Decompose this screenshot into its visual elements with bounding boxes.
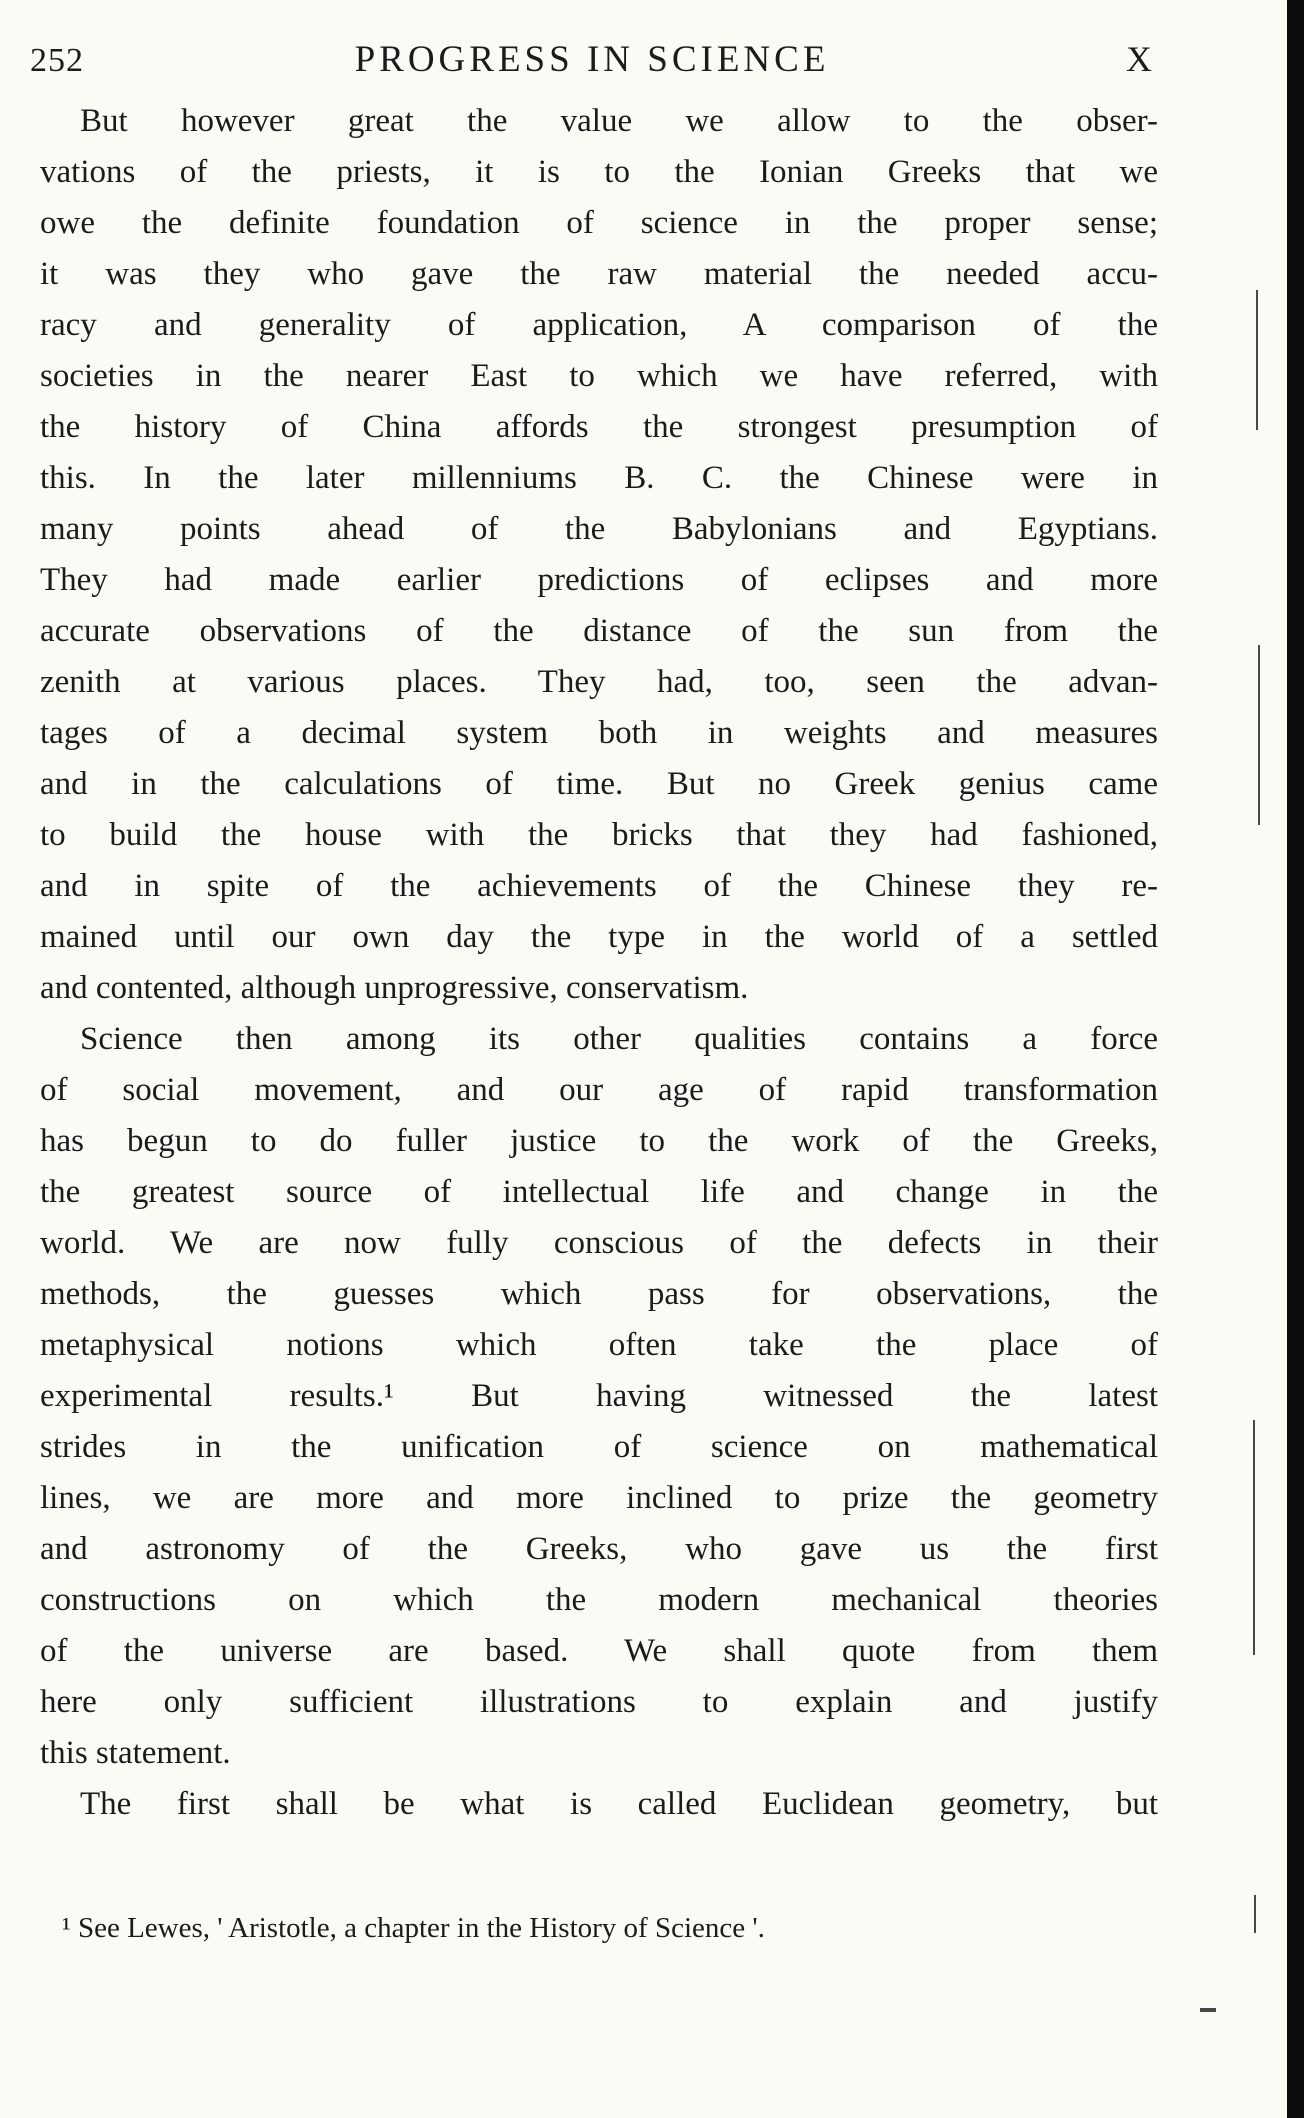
text-line: this statement. — [40, 1735, 231, 1771]
text-line: strides in the unification of science on mathematical — [40, 1429, 1158, 1465]
text-line: this. In the later millenniums B. C. the Chinese were in — [40, 460, 1158, 496]
text-line: lines, we are more and more inclined to prize the geometry — [40, 1480, 1158, 1516]
text-line: They had made earlier predictions of eclipses and more — [40, 562, 1158, 598]
scan-artifact — [1258, 645, 1260, 825]
text-line: Science then among its other qualities contains a force — [80, 1021, 1158, 1057]
text-line: experimental results.¹ But having witnessed the latest — [40, 1378, 1158, 1414]
text-line: of social movement, and our age of rapid transformation — [40, 1072, 1158, 1108]
page-number: 252 — [30, 42, 84, 79]
text-line: The first shall be what is called Euclidean geometry, but — [80, 1786, 1158, 1822]
text-line: and contented, although unprogressive, conservatism. — [40, 970, 749, 1006]
footnote: ¹ See Lewes, ' Aristotle, a chapter in the History of Science '. — [62, 1912, 765, 1944]
text-line: has begun to do fuller justice to the work of the Greeks, — [40, 1123, 1158, 1159]
paragraph — [40, 1014, 1158, 1779]
running-title: PROGRESS IN SCIENCE — [354, 39, 830, 80]
text-line: mained until our own day the type in the world of a settled — [40, 919, 1158, 955]
text-line: the greatest source of intellectual life and change in the — [40, 1174, 1158, 1210]
text-line: of the universe are based. We shall quote from them — [40, 1633, 1158, 1669]
page-header — [30, 38, 1154, 81]
paragraph — [40, 1779, 1158, 1830]
text-line: owe the definite foundation of science in the proper sense; — [40, 205, 1158, 241]
text-line: and in spite of the achievements of the Chinese they re- — [40, 868, 1158, 904]
text-line: constructions on which the modern mechanical theories — [40, 1582, 1158, 1618]
scan-artifact — [1200, 2008, 1216, 2012]
text-line: zenith at various places. They had, too, seen the advan- — [40, 664, 1158, 700]
text-line: it was they who gave the raw material the needed accu- — [40, 256, 1158, 292]
paragraph — [40, 96, 1158, 1014]
text-line: many points ahead of the Babylonians and Egyptians. — [40, 511, 1158, 547]
scan-artifact — [1253, 1420, 1255, 1655]
text-line: and in the calculations of time. But no Greek genius came — [40, 766, 1158, 802]
scan-artifact — [1254, 1895, 1256, 1933]
scan-artifact — [1256, 290, 1258, 430]
text-line: tages of a decimal system both in weights and measures — [40, 715, 1158, 751]
text-line: and astronomy of the Greeks, who gave us the first — [40, 1531, 1158, 1567]
scan-edge-bar — [1287, 0, 1304, 2118]
text-line: world. We are now fully conscious of the defects in their — [40, 1225, 1158, 1261]
text-line: here only sufficient illustrations to explain and justify — [40, 1684, 1158, 1720]
text-line: to build the house with the bricks that they had fashioned, — [40, 817, 1158, 853]
text-line: societies in the nearer East to which we have referred, with — [40, 358, 1158, 394]
text-line: the history of China affords the strongest presumption of — [40, 409, 1158, 445]
text-line: methods, the guesses which pass for observations, the — [40, 1276, 1158, 1312]
body-text — [40, 96, 1158, 1830]
text-line: vations of the priests, it is to the Ionian Greeks that we — [40, 154, 1158, 190]
text-line: accurate observations of the distance of the sun from the — [40, 613, 1158, 649]
text-line: metaphysical notions which often take the place of — [40, 1327, 1158, 1363]
chapter-numeral: X — [1126, 39, 1154, 79]
text-line: racy and generality of application, A comparison of the — [40, 307, 1158, 343]
text-line: But however great the value we allow to the obser- — [80, 103, 1158, 139]
